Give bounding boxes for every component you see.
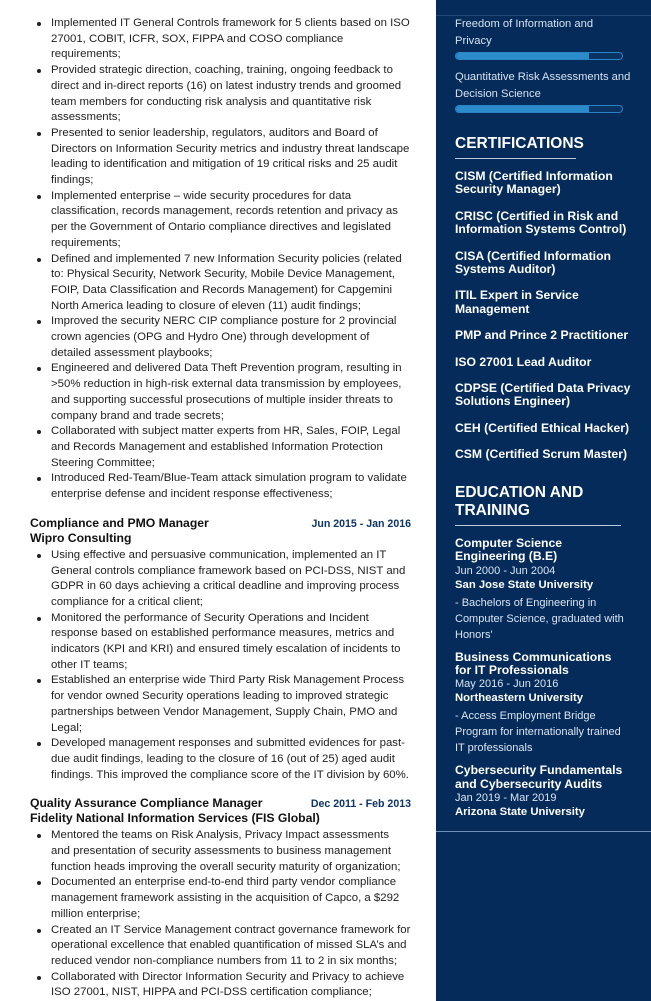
- bullet-item: Collaborated with Director Information Security and Privacy to achieve ISO 27001, NIST, HIPPA and PCI-DSS certification compliance;: [51, 970, 411, 1001]
- bullet-item: Provided strategic direction, coaching, training, ongoing feedback to direct and in-direct reports (16) on latest industry trends and groomed team members for conducting risk analysis and quantitative risk assessments;: [51, 63, 411, 126]
- certification-item: CRISC (Certified in Risk and Information Systems Control): [455, 208, 627, 237]
- certification-item: CSM (Certified Scrum Master): [455, 447, 628, 462]
- education-list: [455, 537, 631, 819]
- bullet-item: Engineered and delivered Data Theft Prevention program, resulting in >50% reduction in high-risk external data transmission by employees, and supporting successful prosecutions of multiple insider threats to company brand and trade secrets;: [51, 361, 411, 424]
- bullet-item: Established an enterprise wide Third Party Risk Management Process for vendor owned Security operations leading to improved strategic partnerships between Vendor Management, Supply Chain, PMO and Legal;: [51, 673, 411, 736]
- job-title-row: [30, 516, 411, 531]
- sidebar: [436, 0, 651, 1001]
- skill-label: Quantitative Risk Assessments and Decision Science: [455, 71, 631, 100]
- skill-bar: [455, 52, 623, 60]
- education-item: [455, 537, 631, 643]
- education-school: Northeastern University: [455, 692, 584, 705]
- job-bullets: [0, 548, 411, 784]
- certification-item: CEH (Certified Ethical Hacker): [455, 420, 630, 435]
- education-heading: EDUCATION AND TRAINING: [455, 483, 584, 519]
- job-bullets: [0, 828, 411, 1001]
- skill-bar-fill: [456, 106, 589, 112]
- skill-item: [455, 69, 631, 113]
- skill-bar-fill: [456, 53, 589, 59]
- bullet-item: Implemented enterprise – wide security procedures for data classification, records management, records retention and privacy as per the Government of Ontario compliance directives and legislated requirements;: [51, 189, 411, 252]
- education-item: [455, 651, 631, 757]
- certification-item: CDPSE (Certified Data Privacy Solutions Engineer): [455, 381, 631, 409]
- bullet-item: Defined and implemented 7 new Information Security policies (related to: Physical Security, Network Security, Mobile Device Management, FOIP, Data Classification and Records Management) for Capgemini North America leading to closure of eleven (11) audit findings;: [51, 252, 411, 315]
- certification-item: ISO 27001 Lead Auditor: [455, 354, 592, 369]
- education-section: [455, 484, 631, 819]
- bullet-item: Monitored the performance of Security Operations and Incident response based on established performance measures, metrics and indicators (KPI and KRI) and ensured timely escalation of incidents to other IT teams;: [51, 611, 411, 674]
- bullet-item: Using effective and persuasive communication, implemented an IT General controls compliance framework based on PCI-DSS, NIST and GDPR in 60 days achieving a critical deadline and improving process compliance for a critical client;: [51, 548, 411, 611]
- bullet-item: Presented to senior leadership, regulators, auditors and Board of Directors on Information Security metrics and industry threat landscape leading to identification and mitigation of 19 critical risks and 25 audit findings;: [51, 126, 411, 189]
- job-bullets-previous: [0, 16, 411, 503]
- job-company: Fidelity National Information Services (FIS Global): [30, 811, 320, 826]
- skill-item: [455, 16, 631, 60]
- certification-item: CISA (Certified Information Systems Auditor): [455, 248, 611, 277]
- bullet-item: Documented an enterprise end-to-end third party vendor compliance management framework assisting in the acquisition of Capco, a $292 million enterprise;: [51, 875, 411, 922]
- bullet-item: Mentored the teams on Risk Analysis, Privacy Impact assessments and presentation of security assessments to business management function heads improving the overall security maturity of organization;: [51, 828, 411, 875]
- education-title: Cybersecurity Fundamentals and Cybersecurity Audits: [455, 763, 623, 791]
- education-description: - Bachelors of Engineering in Computer Science, graduated with Honors': [455, 596, 624, 641]
- bullet-item: Created an IT Service Management contract governance framework for operational excellence that enabled quantification of missed SLA’s and reduced vendor non-compliance numbers from 11 to 2 in six months;: [51, 923, 411, 970]
- certifications-heading: CERTIFICATIONS: [455, 135, 584, 152]
- certification-item: PMP and Prince 2 Practitioner: [455, 328, 629, 343]
- section-rule: [455, 525, 621, 526]
- education-dates: May 2016 - Jun 2016: [455, 678, 559, 691]
- bullet-item: Implemented IT General Controls framework for 5 clients based on ISO 27001, COBIT, ICFR, SOX, FIPPA and COSO compliance requirements;: [51, 16, 411, 63]
- certification-item: ITIL Expert in Service Management: [455, 288, 579, 316]
- top-rule: [436, 15, 651, 16]
- certifications-list: [455, 170, 631, 462]
- skill-bar: [455, 105, 623, 113]
- education-title: Computer Science Engineering (B.E): [455, 535, 563, 564]
- bullet-item: Introduced Red-Team/Blue-Team attack simulation program to validate enterprise defense and incident response effectiveness;: [51, 471, 411, 502]
- job-dates: Dec 2011 - Feb 2013: [310, 798, 411, 811]
- certification-item: CISM (Certified Information Security Manager): [455, 169, 613, 197]
- job-title: Compliance and PMO Manager: [30, 515, 209, 530]
- bottom-rule: [436, 831, 651, 832]
- bullet-item: Improved the security NERC CIP compliance posture for 2 provincial crown agencies (OPG and Hydro One) through development of detailed assessment playbooks;: [51, 314, 411, 361]
- job-title: Quality Assurance Compliance Manager: [30, 796, 263, 811]
- skill-label: Freedom of Information and Privacy: [455, 18, 594, 47]
- section-rule: [455, 158, 576, 159]
- job-title-row: [30, 796, 411, 811]
- job-fis: [0, 796, 436, 1001]
- job-dates: Jun 2015 - Jan 2016: [311, 517, 411, 530]
- education-item: [455, 764, 631, 819]
- certifications-section: [455, 135, 631, 462]
- sidebar-content: [436, 16, 651, 819]
- education-dates: Jan 2019 - Mar 2019: [455, 792, 557, 805]
- education-title: Business Communications for IT Professionals: [455, 649, 612, 677]
- education-school: Arizona State University: [455, 806, 585, 819]
- education-school: San Jose State University: [455, 578, 594, 591]
- bullet-item: Collaborated with subject matter experts from HR, Sales, FOIP, Legal and Records Management and established Information Protection Steering Committee;: [51, 424, 411, 471]
- education-dates: Jun 2000 - Jun 2004: [455, 564, 556, 577]
- job-company: Wipro Consulting: [30, 530, 132, 545]
- bullet-item: Developed management responses and submitted evidences for past-due audit findings, leading to the closure of 16 (out of 25) aged audit findings. This improved the compliance score of the IT division by 60%.: [51, 736, 411, 783]
- education-description: - Access Employment Bridge Program for internationally trained IT professionals: [455, 710, 621, 755]
- job-header: [30, 796, 411, 826]
- job-wipro: [0, 516, 436, 784]
- job-header: [30, 516, 411, 546]
